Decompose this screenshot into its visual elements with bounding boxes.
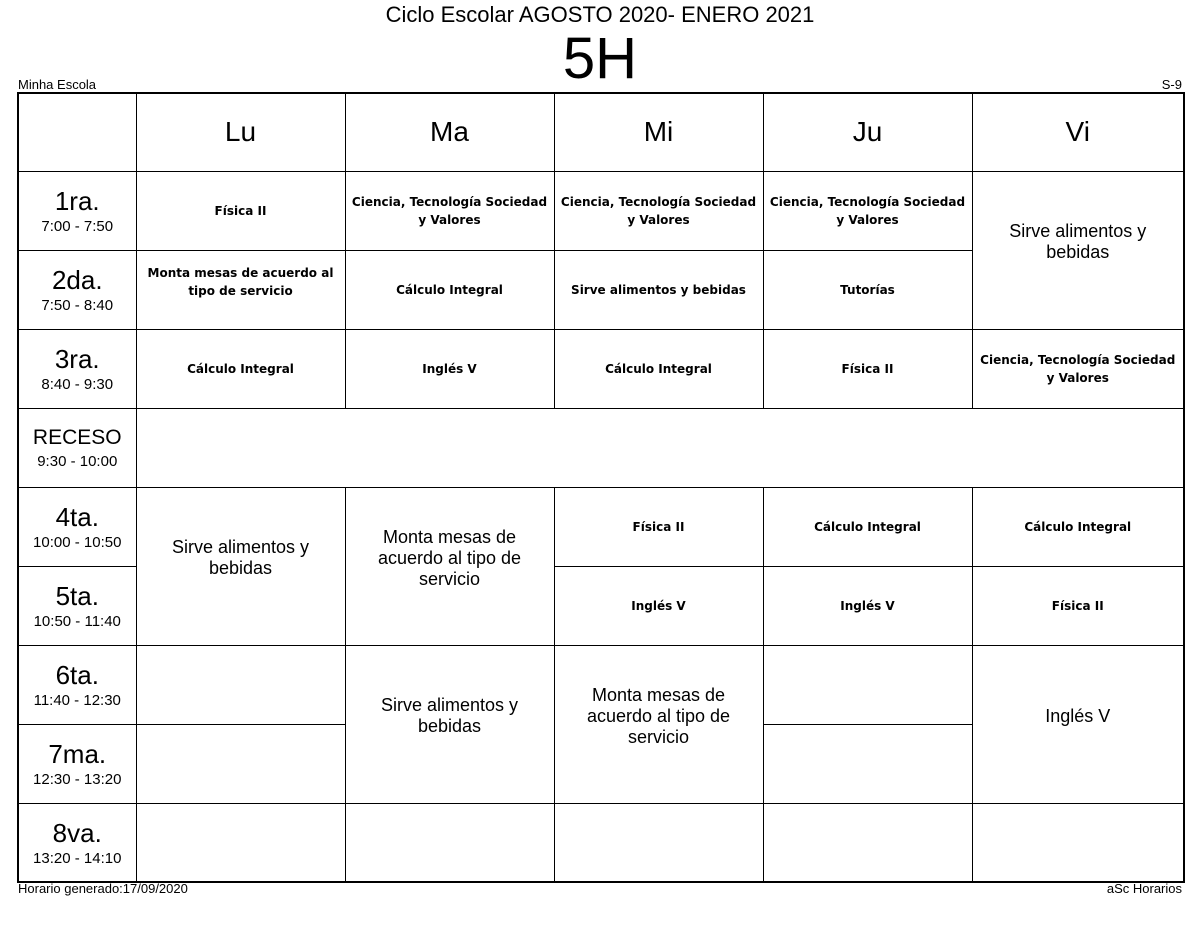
- period-name: 7ma.: [48, 739, 107, 769]
- period-row-4: [18, 487, 1184, 566]
- class-cell: [972, 171, 1184, 329]
- class-cell: Ciencia, Tecnología Sociedad y Valores: [554, 171, 763, 250]
- class-cell: [345, 487, 554, 645]
- class-cell: Tutorías: [763, 250, 972, 329]
- period-row-3: [18, 329, 1184, 408]
- class-line: servicio: [418, 568, 480, 589]
- schedule-title: Ciclo Escolar AGOSTO 2020- ENERO 2021: [385, 2, 815, 27]
- class-cell: Sirve alimentos y bebidas: [554, 250, 763, 329]
- empty-cell: [763, 645, 972, 724]
- period-label: [18, 645, 136, 724]
- class-line: Monta mesas de: [382, 526, 517, 547]
- software-credit: aSc Horarios: [1106, 881, 1182, 896]
- class-line: servicio: [627, 726, 689, 747]
- recess-row: [18, 408, 1184, 487]
- period-row-8: [18, 803, 1184, 882]
- generated-date: Horario generado:17/09/2020: [18, 881, 188, 896]
- period-row-1: [18, 171, 1184, 250]
- period-name: 3ra.: [54, 344, 100, 374]
- period-name: 5ta.: [55, 581, 99, 611]
- class-cell: [554, 645, 763, 803]
- period-time: 7:00 - 7:50: [41, 218, 114, 235]
- period-label: [18, 803, 136, 882]
- class-cell: Inglés V: [554, 566, 763, 645]
- class-cell: Cálculo Integral: [972, 487, 1184, 566]
- period-label: [18, 487, 136, 566]
- class-text: Monta mesas de acuerdo al tipo de servicio: [147, 265, 334, 298]
- class-cell: Cálculo Integral: [345, 250, 554, 329]
- class-line: Monta mesas de: [591, 684, 726, 705]
- class-cell: [972, 645, 1184, 803]
- period-label: [18, 250, 136, 329]
- period-name: 4ta.: [55, 502, 99, 532]
- class-cell: Física II: [136, 171, 345, 250]
- period-label: [18, 566, 136, 645]
- day-header-ju: Ju: [763, 93, 972, 171]
- period-label: [18, 724, 136, 803]
- timetable: [17, 92, 1185, 883]
- room-code: S-9: [1161, 77, 1182, 92]
- period-label: [18, 408, 136, 487]
- class-cell: Cálculo Integral: [554, 329, 763, 408]
- empty-cell: [136, 645, 345, 724]
- class-line: Sirve alimentos y: [1009, 221, 1147, 241]
- class-line: bebidas: [1046, 242, 1110, 262]
- class-cell: Cálculo Integral: [136, 329, 345, 408]
- period-time: 9:30 - 10:00: [37, 453, 118, 470]
- day-header-row: [18, 93, 1184, 171]
- period-name: 8va.: [52, 817, 102, 848]
- period-time: 13:20 - 14:10: [33, 849, 122, 867]
- class-cell: [136, 487, 345, 645]
- day-header-ma: Ma: [345, 93, 554, 171]
- class-line: bebidas: [208, 558, 273, 578]
- class-line: acuerdo al tipo de: [586, 705, 731, 726]
- day-header-vi: Vi: [972, 93, 1184, 171]
- class-line: bebidas: [417, 716, 482, 736]
- period-row-6: [18, 645, 1184, 724]
- class-cell: Física II: [554, 487, 763, 566]
- class-cell: [136, 250, 345, 329]
- class-text: Inglés V: [1045, 705, 1111, 726]
- empty-cell: [136, 724, 345, 803]
- period-time: 12:30 - 13:20: [33, 771, 122, 788]
- day-header-mi: Mi: [554, 93, 763, 171]
- class-cell: Inglés V: [345, 329, 554, 408]
- empty-cell: [554, 803, 763, 882]
- empty-cell: [763, 803, 972, 882]
- period-name: 1ra.: [54, 186, 100, 216]
- class-cell: Ciencia, Tecnología Sociedad y Valores: [345, 171, 554, 250]
- class-cell: Cálculo Integral: [763, 487, 972, 566]
- period-time: 10:50 - 11:40: [33, 613, 121, 630]
- class-cell: [345, 645, 554, 803]
- class-line: acuerdo al tipo de: [377, 547, 522, 568]
- school-name: Minha Escola: [18, 77, 97, 92]
- empty-cell: [136, 803, 345, 882]
- period-time: 7:50 - 8:40: [41, 297, 114, 314]
- period-name: 6ta.: [55, 660, 99, 690]
- class-line: Sirve alimentos y: [380, 695, 519, 715]
- class-cell: Física II: [763, 329, 972, 408]
- period-name: RECESO: [32, 426, 122, 449]
- period-time: 8:40 - 9:30: [41, 376, 114, 393]
- empty-cell: [763, 724, 972, 803]
- corner-cell: [18, 93, 136, 171]
- class-cell: Inglés V: [763, 566, 972, 645]
- period-label: [18, 171, 136, 250]
- period-time: 11:40 - 12:30: [33, 692, 121, 709]
- day-header-lu: Lu: [136, 93, 345, 171]
- recess-cell: [136, 408, 1184, 487]
- group-name: 5H: [562, 26, 638, 91]
- period-time: 10:00 - 10:50: [33, 534, 122, 551]
- class-cell: Ciencia, Tecnología Sociedad y Valores: [972, 329, 1184, 408]
- empty-cell: [972, 803, 1184, 882]
- empty-cell: [345, 803, 554, 882]
- period-label: [18, 329, 136, 408]
- period-name: 2da.: [51, 265, 103, 295]
- class-cell: Ciencia, Tecnología Sociedad y Valores: [763, 171, 972, 250]
- class-cell: Física II: [972, 566, 1184, 645]
- class-line: Sirve alimentos y: [171, 537, 310, 557]
